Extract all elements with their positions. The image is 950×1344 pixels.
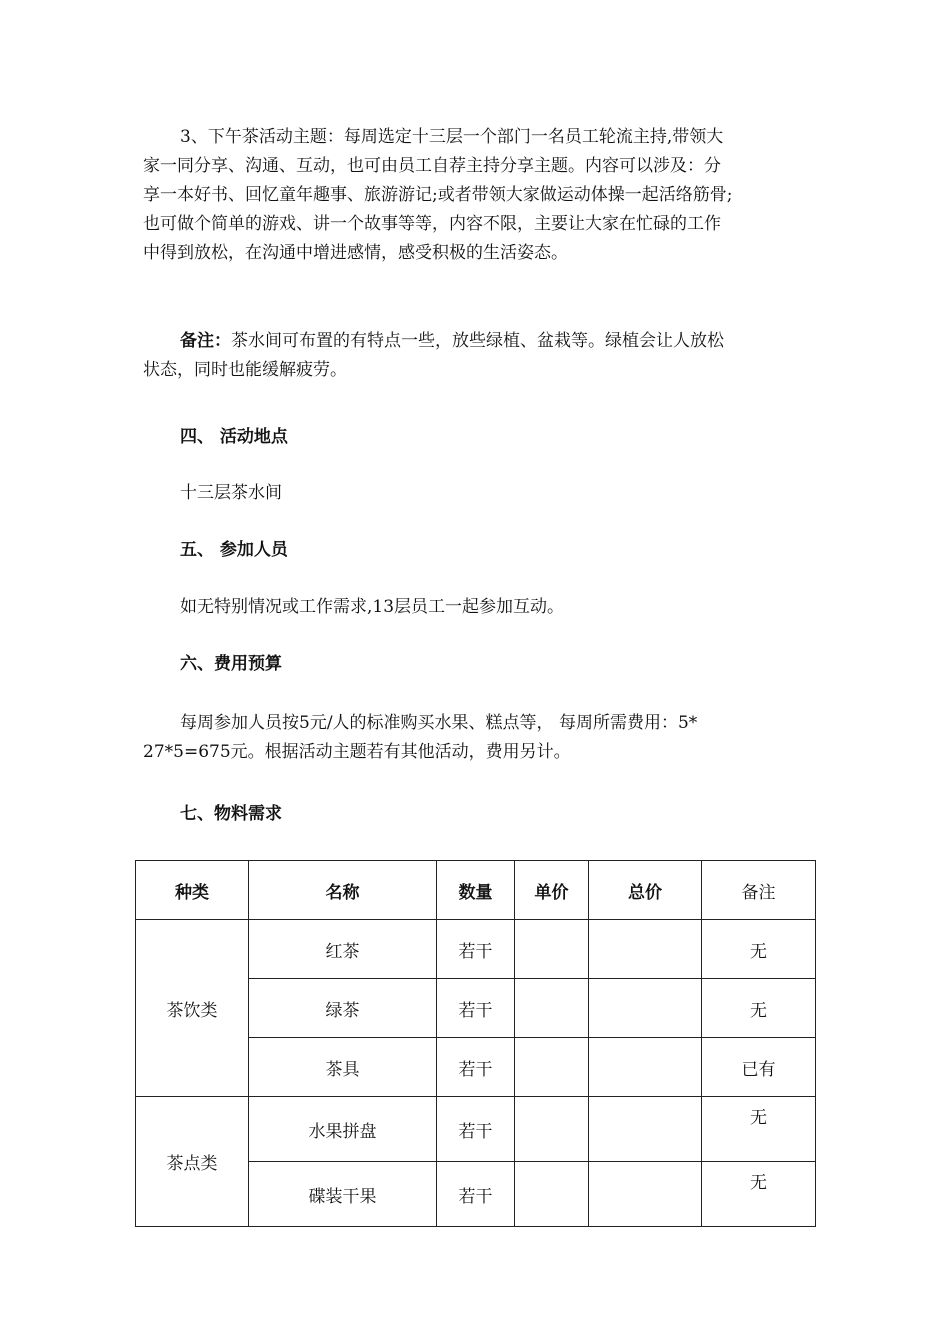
category-cell: 茶点类	[136, 1097, 249, 1227]
paragraph-line: 中得到放松，在沟通中增进感情，感受积极的生活姿态。	[143, 243, 568, 263]
name-cell: 碟装干果	[249, 1162, 437, 1227]
participants-text: 如无特别情况或工作需求,13层员工一起参加互动。	[180, 597, 565, 617]
header-category: 种类	[136, 861, 249, 920]
paragraph-line: 享一本好书、回忆童年趣事、旅游游记;或者带领大家做运动体操一起活络筋骨;	[143, 185, 733, 205]
category-cell: 茶饮类	[136, 920, 249, 1097]
header-note: 备注	[702, 861, 816, 920]
unit-price-cell	[515, 979, 589, 1038]
section-heading-materials: 七、物料需求	[180, 804, 282, 824]
unit-price-cell	[515, 1162, 589, 1227]
note-cell: 已有	[702, 1038, 816, 1097]
name-cell: 红茶	[249, 920, 437, 979]
note-cell: 无	[702, 920, 816, 979]
unit-price-cell	[515, 1038, 589, 1097]
paragraph-line: 27*5=675元。根据活动主题若有其他活动，费用另计。	[143, 742, 571, 762]
total-price-cell	[589, 1038, 702, 1097]
total-price-cell	[589, 920, 702, 979]
note-label: 备注：	[180, 331, 231, 351]
activity-theme-paragraph	[143, 123, 808, 268]
table-row	[136, 1097, 816, 1162]
quantity-cell: 若干	[437, 979, 515, 1038]
note-cell: 无	[702, 979, 816, 1038]
note-text: 茶水间可布置的有特点一些，放些绿植、盆栽等。绿植会让人放松	[231, 331, 724, 351]
total-price-cell	[589, 1097, 702, 1162]
note-cell: 无	[702, 1097, 816, 1162]
header-quantity: 数量	[437, 861, 515, 920]
paragraph-line: 每周参加人员按5元/人的标准购买水果、糕点等， 每周所需费用：5*	[180, 713, 698, 733]
paragraph-line: 家一同分享、沟通、互动，也可由员工自荐主持分享主题。内容可以涉及：分	[143, 156, 721, 176]
quantity-cell: 若干	[437, 1038, 515, 1097]
quantity-cell: 若干	[437, 1097, 515, 1162]
total-price-cell	[589, 1162, 702, 1227]
paragraph-line: 3、下午茶活动主题：每周选定十三层一个部门一名员工轮流主持,带领大	[180, 127, 724, 147]
name-cell: 绿茶	[249, 979, 437, 1038]
total-price-cell	[589, 979, 702, 1038]
table-row	[136, 920, 816, 979]
section-heading-location: 四、 活动地点	[180, 427, 288, 447]
quantity-cell: 若干	[437, 1162, 515, 1227]
note-paragraph	[143, 327, 808, 385]
header-name: 名称	[249, 861, 437, 920]
table-header-row	[136, 861, 816, 920]
note-cell: 无	[702, 1162, 816, 1227]
header-unit-price: 单价	[515, 861, 589, 920]
name-cell: 茶具	[249, 1038, 437, 1097]
paragraph-line	[143, 327, 808, 356]
section-heading-participants: 五、 参加人员	[180, 540, 288, 560]
materials-table	[135, 860, 816, 1227]
section-heading-budget: 六、费用预算	[180, 654, 282, 674]
paragraph-line: 状态，同时也能缓解疲劳。	[143, 360, 347, 380]
quantity-cell: 若干	[437, 920, 515, 979]
header-total-price: 总价	[589, 861, 702, 920]
name-cell: 水果拼盘	[249, 1097, 437, 1162]
budget-paragraph	[143, 709, 808, 767]
location-text: 十三层茶水间	[180, 483, 282, 503]
paragraph-line: 也可做个简单的游戏、讲一个故事等等，内容不限，主要让大家在忙碌的工作	[143, 214, 721, 234]
unit-price-cell	[515, 1097, 589, 1162]
unit-price-cell	[515, 920, 589, 979]
